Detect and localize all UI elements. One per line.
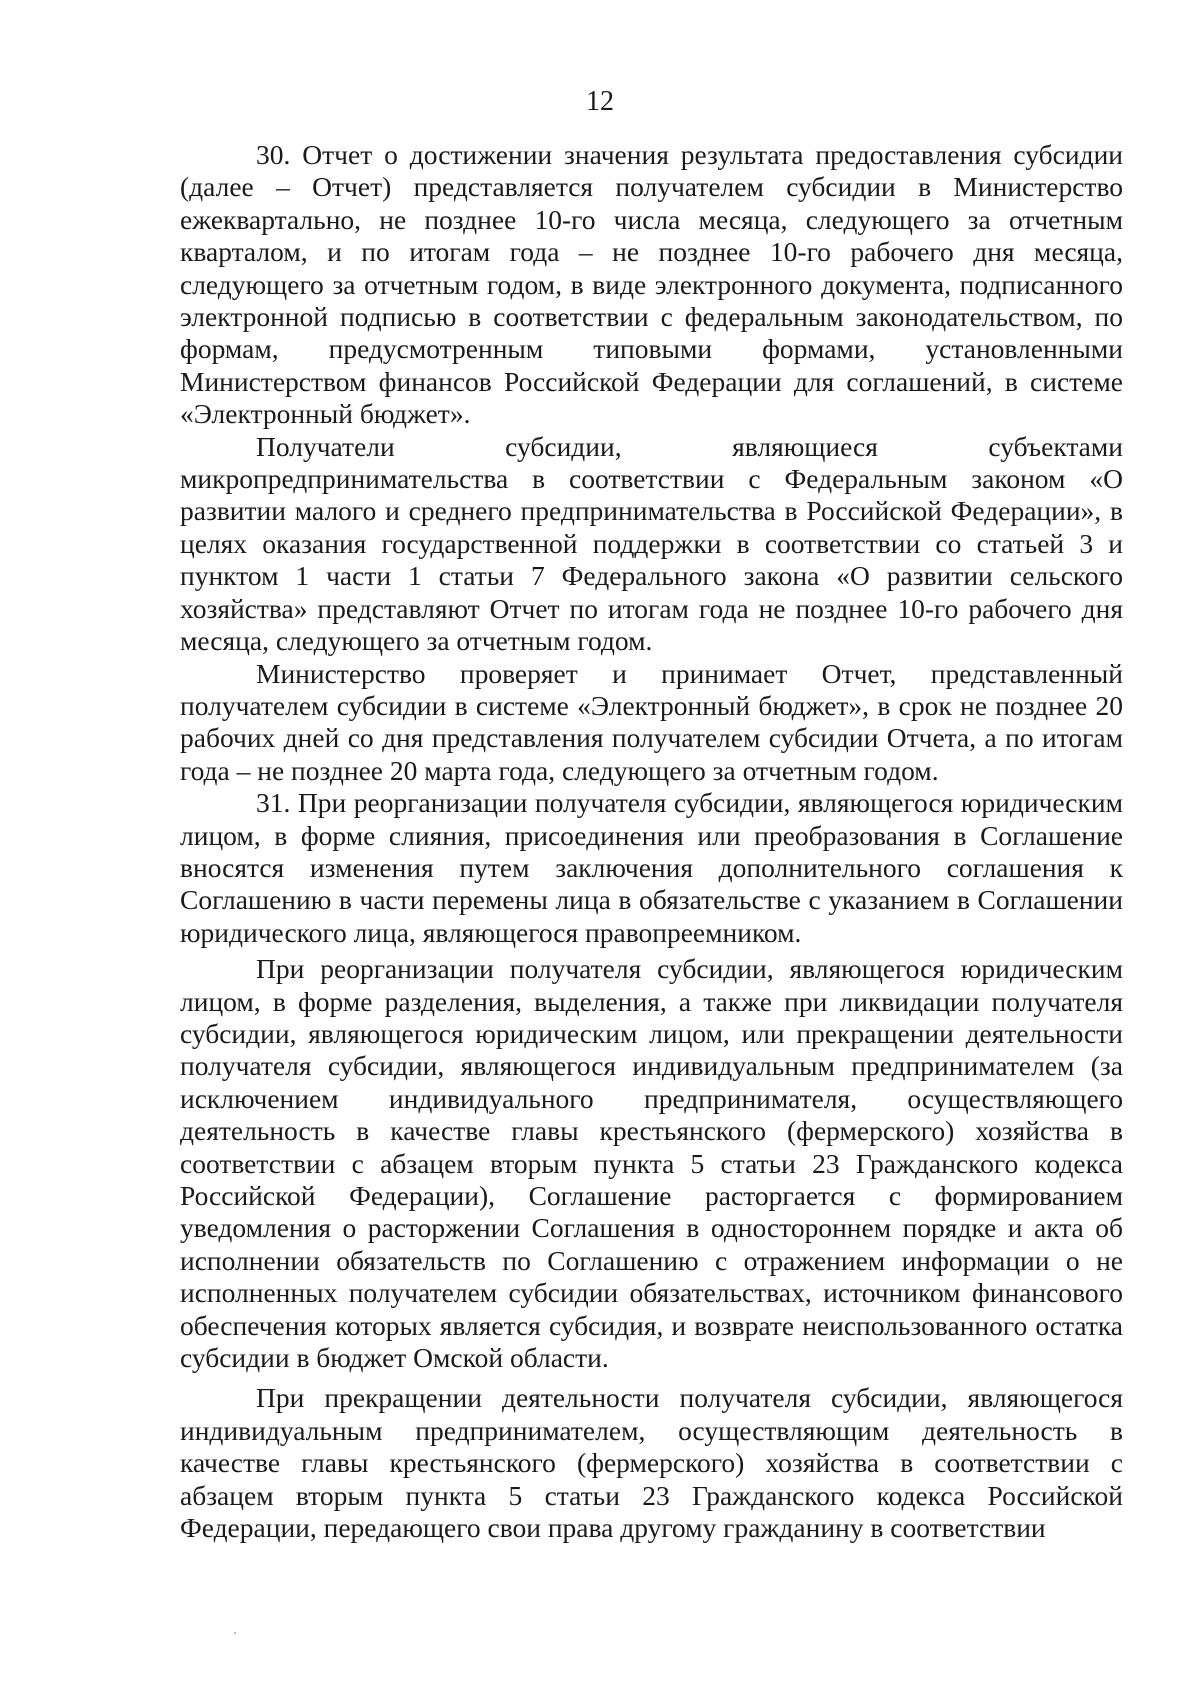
paragraph-micro-enterprise-recipients: Получатели субсидии, являющиеся субъектами микропредпринимательства в соответствии с Федеральным законом «О развитии малого и среднего предпринимательства в Российской Федерации», в целях оказания государственной поддержки в соответствии со статьей 3 и пунктом 1 части 1 статьи 7 Федерального закона «О развитии сельского хозяйства» представляют Отчет по итогам года не позднее 10-го рабочего дня месяца, следующего за отчетным годом.: [180, 430, 1123, 657]
paragraph-report-submission: 30. Отчет о достижении значения результата предоставления субсидии (далее – Отчет) представляется получателем субсидии в Министерство ежеквартально, не позднее 10-го числа месяца, следующего за отчетным кварталом, и по итогам года – не позднее 10-го рабочего дня месяца, следующего за отчетным годом, в виде электронного документа, подписанного электронной подписью в соответствии с федеральным законодательством, по формам, предусмотренным типовыми формами, установленными Министерством финансов Российской Федерации для соглашений, в системе «Электронный бюджет».: [180, 139, 1123, 430]
document-body: [180, 139, 1123, 1544]
paragraph-termination-farm-head: При прекращении деятельности получателя субсидии, являющегося индивидуальным предпринимателем, осуществляющим деятельность в качестве главы крестьянского (фермерского) хозяйства в соответствии с абзацем вторым пункта 5 статьи 23 Гражданского кодекса Российской Федерации, передающего свои права другому гражданину в соответствии: [180, 1382, 1123, 1544]
page-number: 12: [586, 86, 614, 117]
paragraph-reorganization-separation: При реорганизации получателя субсидии, являющегося юридическим лицом, в форме разделения, выделения, а также при ликвидации получателя субсидии, являющегося юридическим лицом, или прекращении деятельности получателя субсидии, являющегося индивидуальным предпринимателем (за исключением индивидуального предпринимателя, осуществляющего деятельность в качестве главы крестьянского (фермерского) хозяйства в соответствии с абзацем вторым пункта 5 статьи 23 Гражданского кодекса Российской Федерации), Соглашение расторгается с формированием уведомления о расторжении Соглашения в одностороннем порядке и акта об исполнении обязательств по Соглашению с отражением информации о не исполненных получателем субсидии обязательствах, источником финансового обеспечения которых является субсидия, и возврате неиспользованного остатка субсидии в бюджет Омской области.: [180, 953, 1123, 1374]
paragraph-reorganization-merger: 31. При реорганизации получателя субсидии, являющегося юридическим лицом, в форме слияния, присоединения или преобразования в Соглашение вносятся изменения путем заключения дополнительного соглашения к Соглашению в части перемены лица в обязательстве с указанием в Соглашении юридического лица, являющегося правопреемником.: [180, 787, 1123, 948]
paragraph-ministry-review: Министерство проверяет и принимает Отчет, представленный получателем субсидии в системе «Электронный бюджет», в срок не позднее 20 рабочих дней со дня представления получателем субсидии Отчета, а по итогам года – не позднее 20 марта года, следующего за отчетным годом.: [180, 657, 1123, 786]
scan-speck: [234, 1632, 236, 1634]
